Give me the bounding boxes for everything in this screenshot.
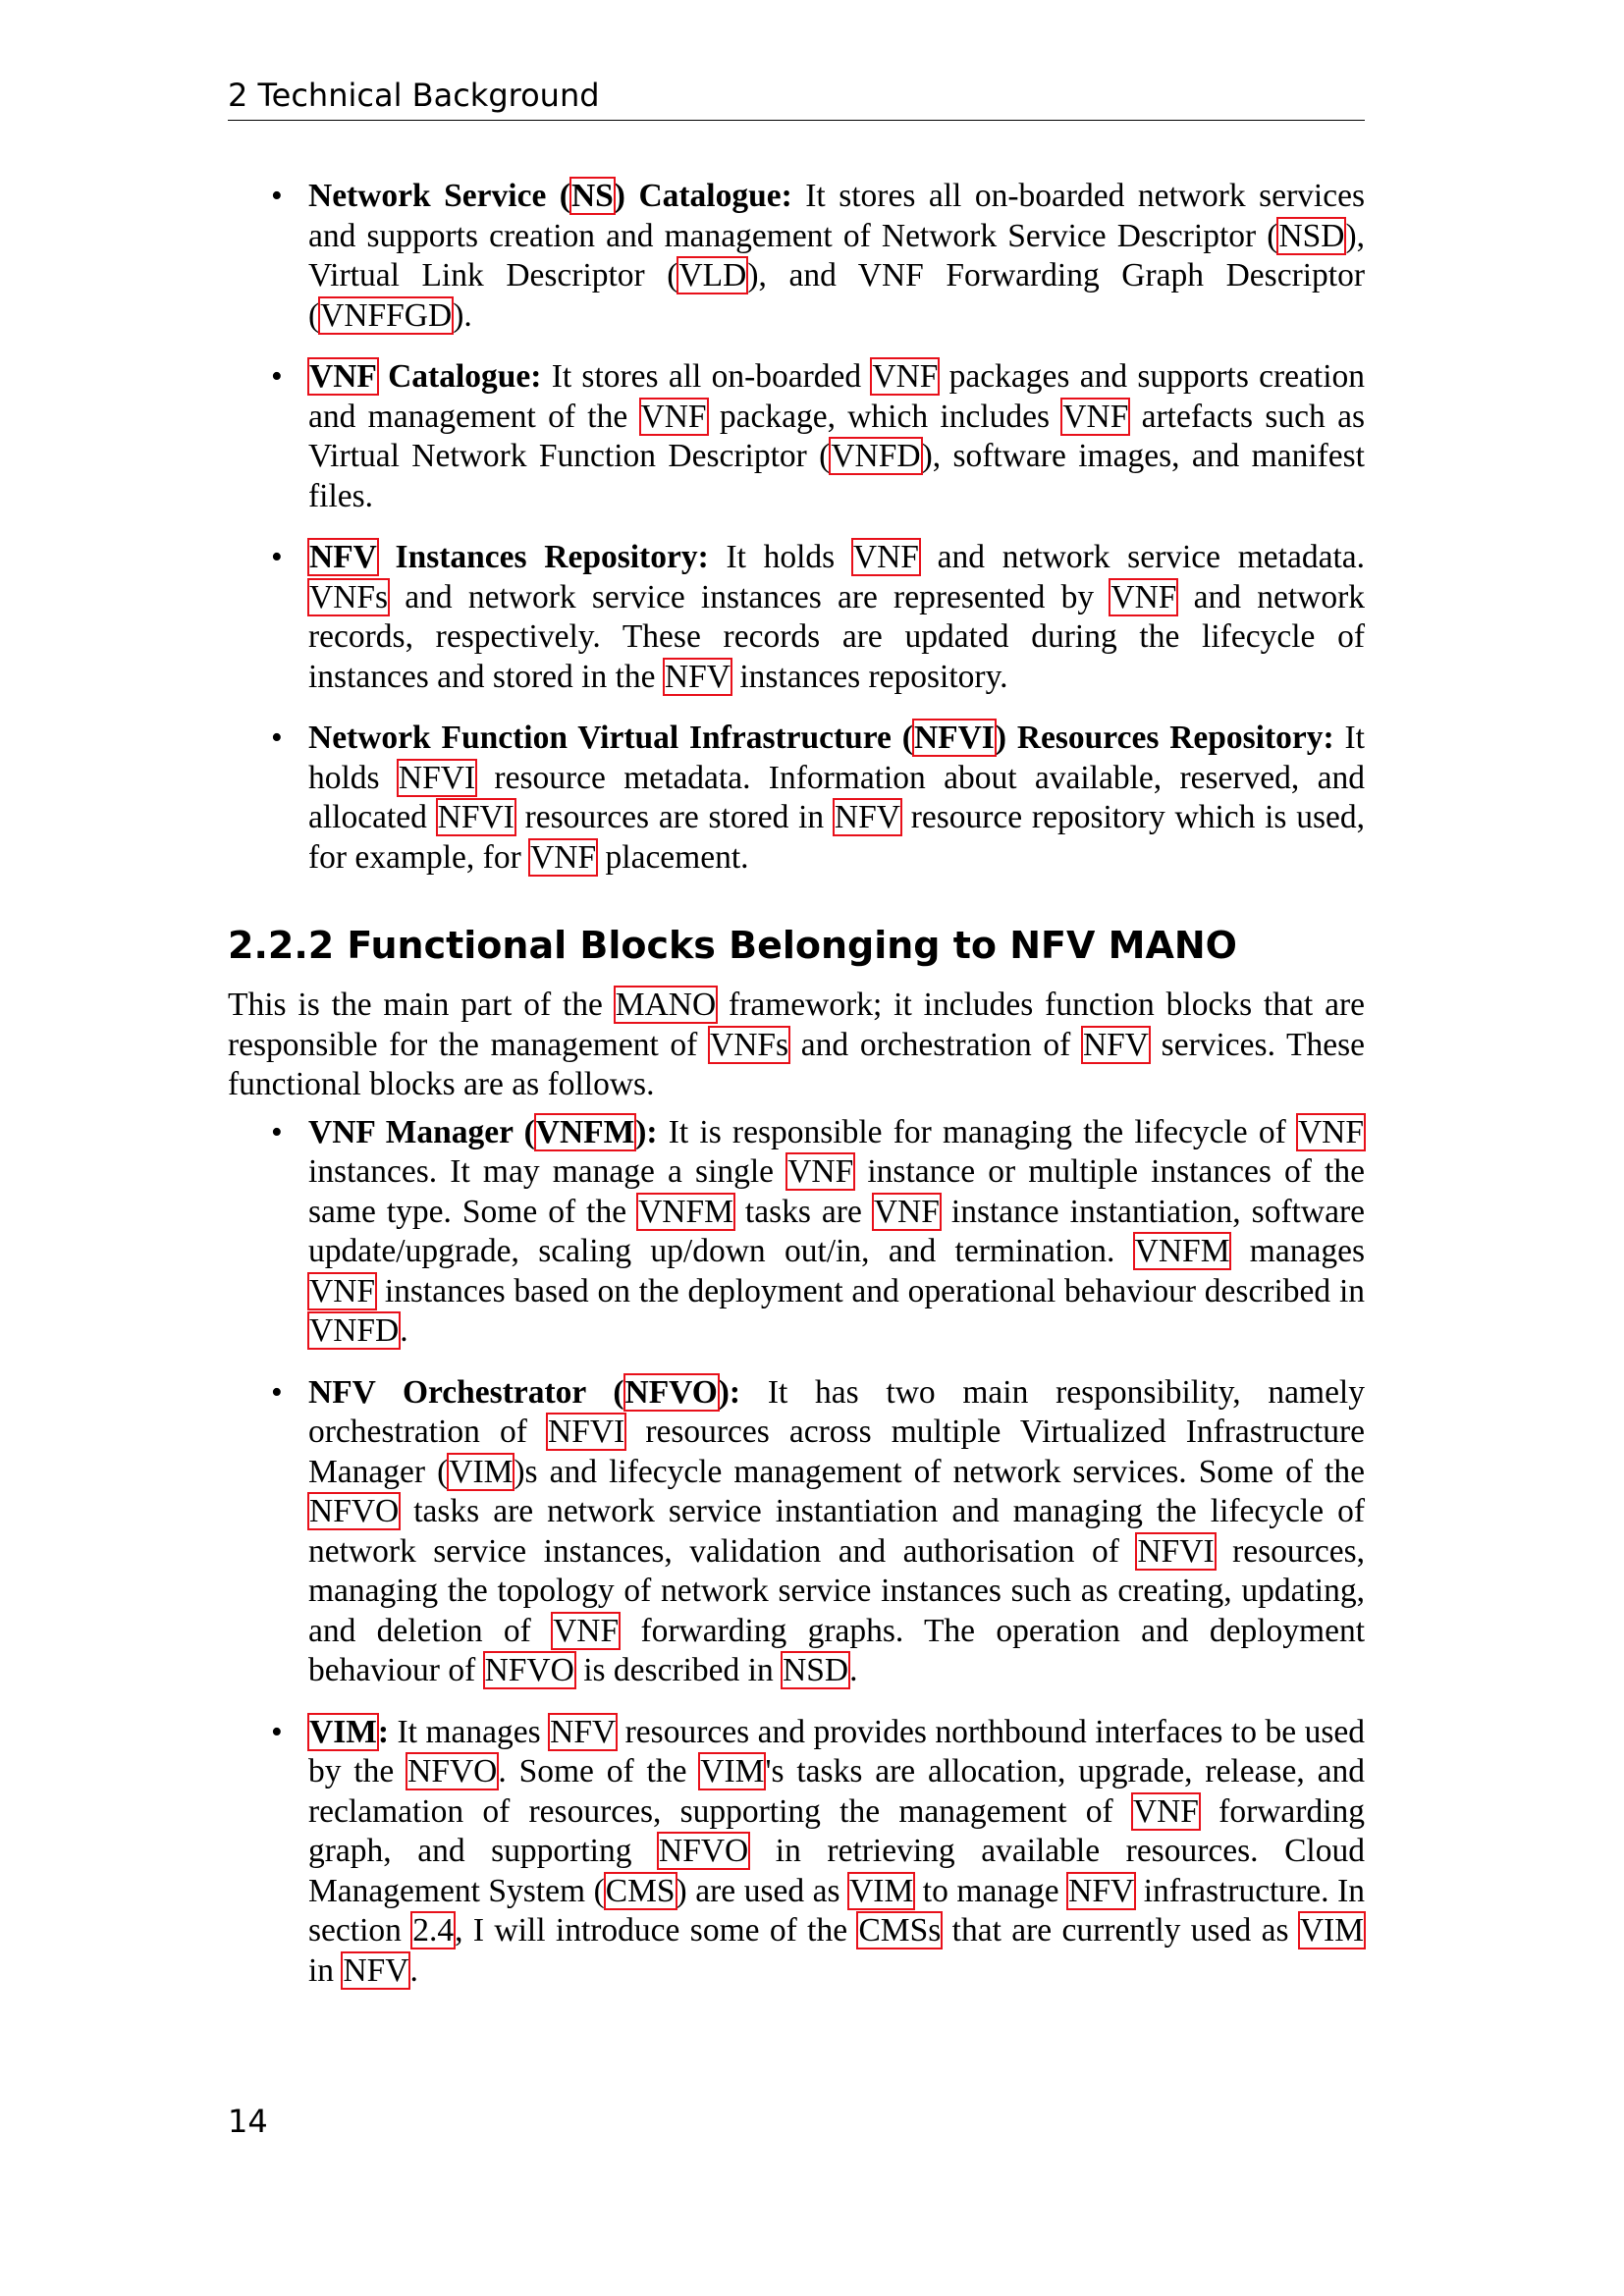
- body-text: resource metadata. Information about available, reserved, and allocated: [308, 759, 1365, 835]
- body-text: resources across multiple Virtualized Infrastructure Manager (: [308, 1414, 1365, 1490]
- item-label: [308, 1374, 740, 1411]
- catalogue-item: [228, 177, 1365, 336]
- item-label: [308, 1714, 389, 1750]
- body-text: It stores all on-boarded network services and supports creation and management of Network Service Descriptor (: [308, 178, 1366, 254]
- acronym-link[interactable]: NFVI: [437, 799, 514, 835]
- acronym-link[interactable]: VNF: [553, 1612, 620, 1649]
- body-text: manages: [1230, 1233, 1366, 1269]
- body-text: in: [308, 1951, 343, 1989]
- acronym-link[interactable]: VIM: [1299, 1912, 1364, 1949]
- body-text: and network service instances are represented by: [389, 578, 1110, 615]
- body-text: instances repository.: [731, 658, 1008, 695]
- acronym-link[interactable]: VIM: [849, 1872, 914, 1909]
- body-text: instances based on the deployment and operational behaviour described in: [376, 1272, 1365, 1309]
- body-text: package, which includes: [707, 398, 1062, 435]
- functional-block-item: [228, 1113, 1365, 1352]
- body-text: artefacts such as Virtual Network Function Descriptor (: [308, 398, 1365, 474]
- body-text: tasks are network service instantiation and managing the lifecycle of network service instances, validation and authorisation of: [308, 1493, 1365, 1570]
- acronym-link[interactable]: VNF: [309, 358, 377, 395]
- body-text: resources and provides northbound interfaces to be used by the: [308, 1713, 1365, 1789]
- body-text: It has two main responsibility, namely orchestration of: [308, 1373, 1365, 1450]
- acronym-link[interactable]: VNFM: [535, 1113, 635, 1150]
- body-text: It holds: [708, 539, 852, 575]
- item-label-text: Instances Repository:: [377, 539, 709, 575]
- body-text: .: [849, 1652, 858, 1688]
- item-label-text: NFV Orchestrator (: [308, 1373, 624, 1411]
- body-text: resources are stored in: [514, 799, 834, 835]
- item-label-text: :: [377, 1713, 390, 1750]
- body-text: 's tasks are allocation, upgrade, release, and reclamation of resources, supporting the management of: [308, 1753, 1365, 1830]
- acronym-link[interactable]: NFV: [834, 799, 900, 835]
- acronym-link[interactable]: MANO: [615, 987, 717, 1023]
- acronym-link[interactable]: VIM: [449, 1453, 514, 1490]
- item-label: [308, 1114, 658, 1150]
- acronym-link[interactable]: NSD: [1278, 217, 1345, 254]
- acronym-link[interactable]: VNF: [309, 1272, 376, 1309]
- body-text: ), Virtual Link Descriptor (: [308, 217, 1365, 294]
- acronym-link[interactable]: VIM: [309, 1713, 377, 1750]
- running-title: 2 Technical Background: [228, 77, 600, 114]
- body-text: .: [409, 1951, 418, 1989]
- acronym-link[interactable]: NFVO: [624, 1373, 718, 1411]
- acronym-link[interactable]: VNF: [1062, 398, 1129, 435]
- body-text: . Some of the: [498, 1753, 700, 1789]
- acronym-link[interactable]: VNF: [640, 398, 707, 435]
- acronym-link[interactable]: CMSs: [858, 1912, 942, 1949]
- body-text: resource repository which is used, for example, for: [308, 799, 1365, 876]
- functional-block-list: [228, 1113, 1365, 1992]
- body-text: It stores all on-boarded: [541, 358, 872, 395]
- item-label-text: Network Service (: [308, 178, 570, 214]
- acronym-link[interactable]: VNFM: [638, 1193, 733, 1230]
- body-text: services. These functional blocks are as follows.: [228, 1026, 1366, 1102]
- body-text: and network service metadata.: [919, 539, 1366, 575]
- acronym-link[interactable]: NFVO: [309, 1493, 400, 1529]
- item-label-text: VNF Manager (: [308, 1113, 535, 1150]
- item-label-text: ) Catalogue:: [614, 178, 792, 214]
- body-text: infrastructure. In section: [308, 1872, 1365, 1949]
- acronym-link[interactable]: VNF: [852, 539, 919, 575]
- acronym-link[interactable]: VNFM: [1134, 1233, 1230, 1269]
- item-label-text: Network Function Virtual Infrastructure (: [308, 720, 913, 756]
- acronym-link[interactable]: NFV: [1068, 1872, 1135, 1909]
- body-text: resources, managing the topology of network service instances such as creating, updating, and deletion of: [308, 1532, 1365, 1649]
- body-text: that are currently used as: [942, 1912, 1299, 1949]
- acronym-link[interactable]: NFV: [664, 658, 731, 695]
- body-text: tasks are: [733, 1193, 873, 1230]
- acronym-link[interactable]: CMS: [605, 1872, 676, 1909]
- acronym-link[interactable]: VIM: [700, 1753, 765, 1789]
- acronym-link[interactable]: NFVO: [407, 1753, 498, 1789]
- acronym-link[interactable]: VNF: [1132, 1792, 1199, 1830]
- acronym-link[interactable]: NSD: [783, 1652, 849, 1688]
- catalogue-item: [228, 357, 1365, 516]
- body-text: to manage: [914, 1872, 1068, 1909]
- body-text: and network records, respectively. These records are updated during the lifecycle of instances and stored in the: [308, 578, 1365, 695]
- body-text: It is responsible for managing the lifecycle of: [657, 1113, 1297, 1150]
- item-label: [308, 178, 792, 214]
- body-text: ), and VNF Forwarding Graph Descriptor (: [308, 257, 1366, 334]
- acronym-link[interactable]: NFV: [343, 1951, 409, 1989]
- acronym-link[interactable]: VNFD: [831, 438, 921, 474]
- catalogue-list: [228, 177, 1365, 878]
- acronym-link[interactable]: VNFFGD: [320, 296, 453, 334]
- item-label-text: Catalogue:: [377, 358, 542, 395]
- acronym-link[interactable]: VNF: [1110, 578, 1177, 615]
- body-text: It holds: [308, 720, 1365, 796]
- body-text: and orchestration of: [789, 1026, 1082, 1063]
- body-text: ).: [453, 296, 472, 334]
- section-intro: [228, 986, 1365, 1105]
- acronym-link[interactable]: VNFs: [710, 1026, 789, 1063]
- body-text: forwarding graph, and supporting: [308, 1792, 1366, 1869]
- acronym-link[interactable]: NFVO: [659, 1833, 749, 1869]
- item-label: [308, 539, 709, 575]
- section-heading: 2.2.2 Functional Blocks Belonging to NFV MANO: [228, 924, 1237, 967]
- body-text: instance instantiation, software update/upgrade, scaling up/down out/in, and termination.: [308, 1193, 1365, 1269]
- body-text: This is the main part of the: [228, 987, 615, 1023]
- acronym-link[interactable]: VNFD: [309, 1312, 400, 1349]
- acronym-link[interactable]: NFV: [309, 539, 377, 575]
- body-text: ) are used as: [676, 1872, 849, 1909]
- acronym-link[interactable]: VNF: [530, 838, 597, 876]
- acronym-link[interactable]: NFVO: [484, 1652, 574, 1688]
- acronym-link[interactable]: NFVI: [913, 720, 995, 756]
- body-text: forwarding graphs. The operation and deployment behaviour of: [308, 1612, 1366, 1688]
- acronym-link[interactable]: VNF: [787, 1153, 854, 1190]
- body-text: packages and supports creation and management of the: [308, 358, 1366, 435]
- body-text: placement.: [597, 838, 749, 876]
- item-label: [308, 358, 541, 395]
- page-number: 14: [228, 2103, 268, 2140]
- body-text: framework; it includes function blocks that are responsible for the management of: [228, 987, 1365, 1063]
- functional-block-item: [228, 1373, 1365, 1691]
- acronym-link[interactable]: VLD: [678, 257, 747, 294]
- acronym-link[interactable]: NFVI: [548, 1414, 625, 1450]
- acronym-link[interactable]: NS: [570, 178, 614, 214]
- catalogue-item: [228, 538, 1365, 697]
- functional-block-item: [228, 1713, 1365, 1992]
- item-label-text: ) Resources Repository:: [995, 720, 1334, 756]
- body-text: It manages: [389, 1713, 550, 1750]
- body-text: , I will introduce some of the: [455, 1912, 858, 1949]
- item-label-text: ):: [718, 1373, 741, 1411]
- body-text: )s and lifecycle management of network services. Some of the: [514, 1453, 1365, 1490]
- acronym-link[interactable]: VNFs: [309, 578, 389, 615]
- body-text: .: [400, 1312, 408, 1349]
- acronym-link[interactable]: NFV: [1082, 1026, 1149, 1063]
- body-text: in retrieving available resources. Cloud Management System (: [308, 1833, 1365, 1909]
- acronym-link[interactable]: VNF: [872, 358, 939, 395]
- item-label-text: ):: [635, 1113, 658, 1150]
- item-label: [308, 720, 1334, 756]
- body-text: instance or multiple instances of the same type. Some of the: [308, 1153, 1365, 1230]
- acronym-link[interactable]: VNF: [873, 1193, 940, 1230]
- body-text: instances. It may manage a single: [308, 1153, 787, 1190]
- catalogue-item: [228, 719, 1365, 878]
- acronym-link[interactable]: NFVI: [1137, 1532, 1215, 1570]
- body-text: ), software images, and manifest files.: [308, 438, 1365, 514]
- acronym-link[interactable]: NFV: [550, 1713, 617, 1750]
- acronym-link[interactable]: VNF: [1297, 1113, 1364, 1150]
- page-body: [228, 177, 1365, 2012]
- acronym-link[interactable]: 2.4: [412, 1912, 455, 1949]
- running-header: [228, 75, 1365, 121]
- body-text: is described in: [574, 1652, 783, 1688]
- acronym-link[interactable]: NFVI: [398, 759, 476, 796]
